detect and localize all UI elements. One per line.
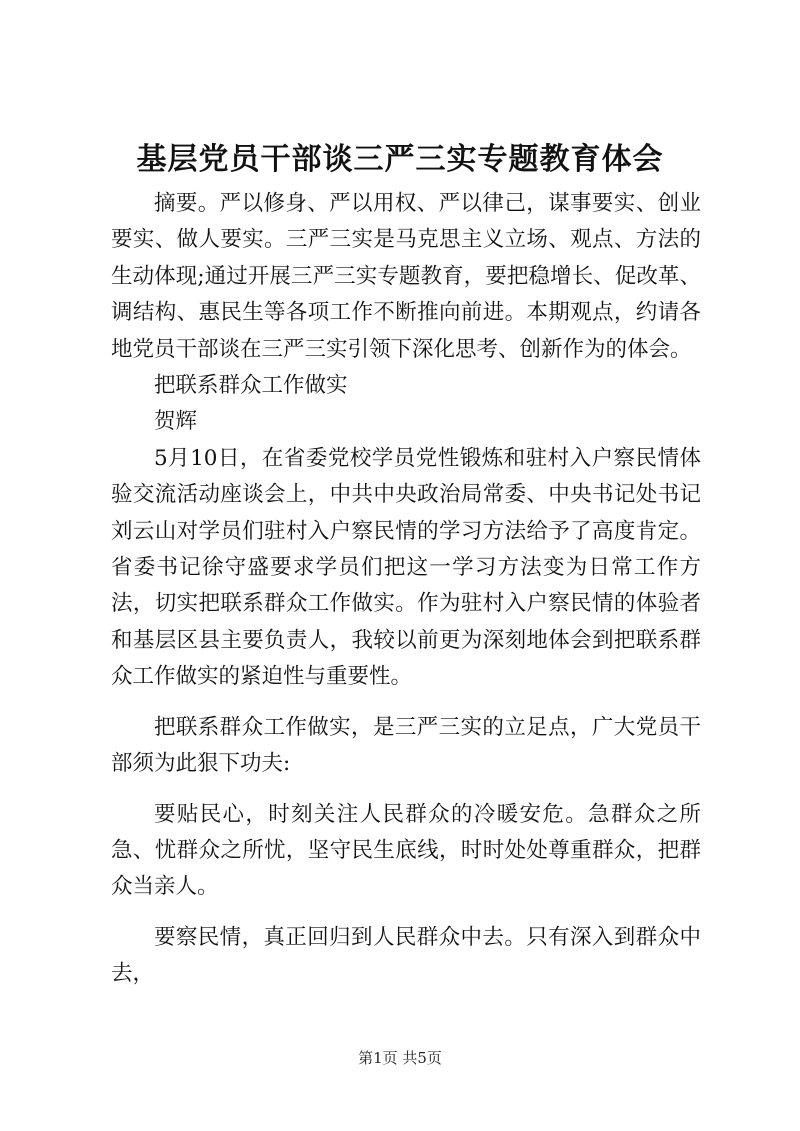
abstract-paragraph: 摘要。严以修身、严以用权、严以律己，谋事要实、创业要实、做人要实。三严三实是马克思主义立场、观点、方法的生动体现;通过开展三严三实专题教育，要把稳增长、促改革、调结构、惠民生等各项工作不断推向前进。本期观点，约请各地党员干部谈在三严三实引领下深化思考、创新作为的体会。: [111, 191, 701, 362]
document-body: [111, 186, 701, 993]
page-footer: 第1页 共5页: [358, 1049, 442, 1067]
document-title: 基层党员干部谈三严三实专题教育体会: [136, 142, 664, 177]
body-paragraph: 要察民情，真正回归到人民群众中去。只有深入到群众中去，: [111, 924, 701, 987]
body-paragraph: 要贴民心，时刻关注人民群众的冷暖安危。急群众之所急、忧群众之所忧，坚守民生底线，时时处处尊重群众，把群众当亲人。: [111, 801, 701, 900]
body-paragraph: 把联系群众工作做实，是三严三实的立足点，广大党员干部须为此狠下功夫:: [111, 714, 701, 777]
section-heading: 把联系群众工作做实: [154, 373, 348, 399]
author-name: 贺辉: [154, 409, 198, 435]
body-paragraph: 5月10日，在省委党校学员党性锻炼和驻村入户察民情体验交流活动座谈会上，中共中央政治局常委、中央书记处书记刘云山对学员们驻村入户察民情的学习方法给予了高度肯定。省委书记徐守盛要求学员们把这一学习方法变为日常工作方法，切实把联系群众工作做实。作为驻村入户察民情的体验者和基层区县主要负责人，我较以前更为深刻地体会到把联系群众工作做实的紧迫性与重要性。: [111, 445, 701, 690]
